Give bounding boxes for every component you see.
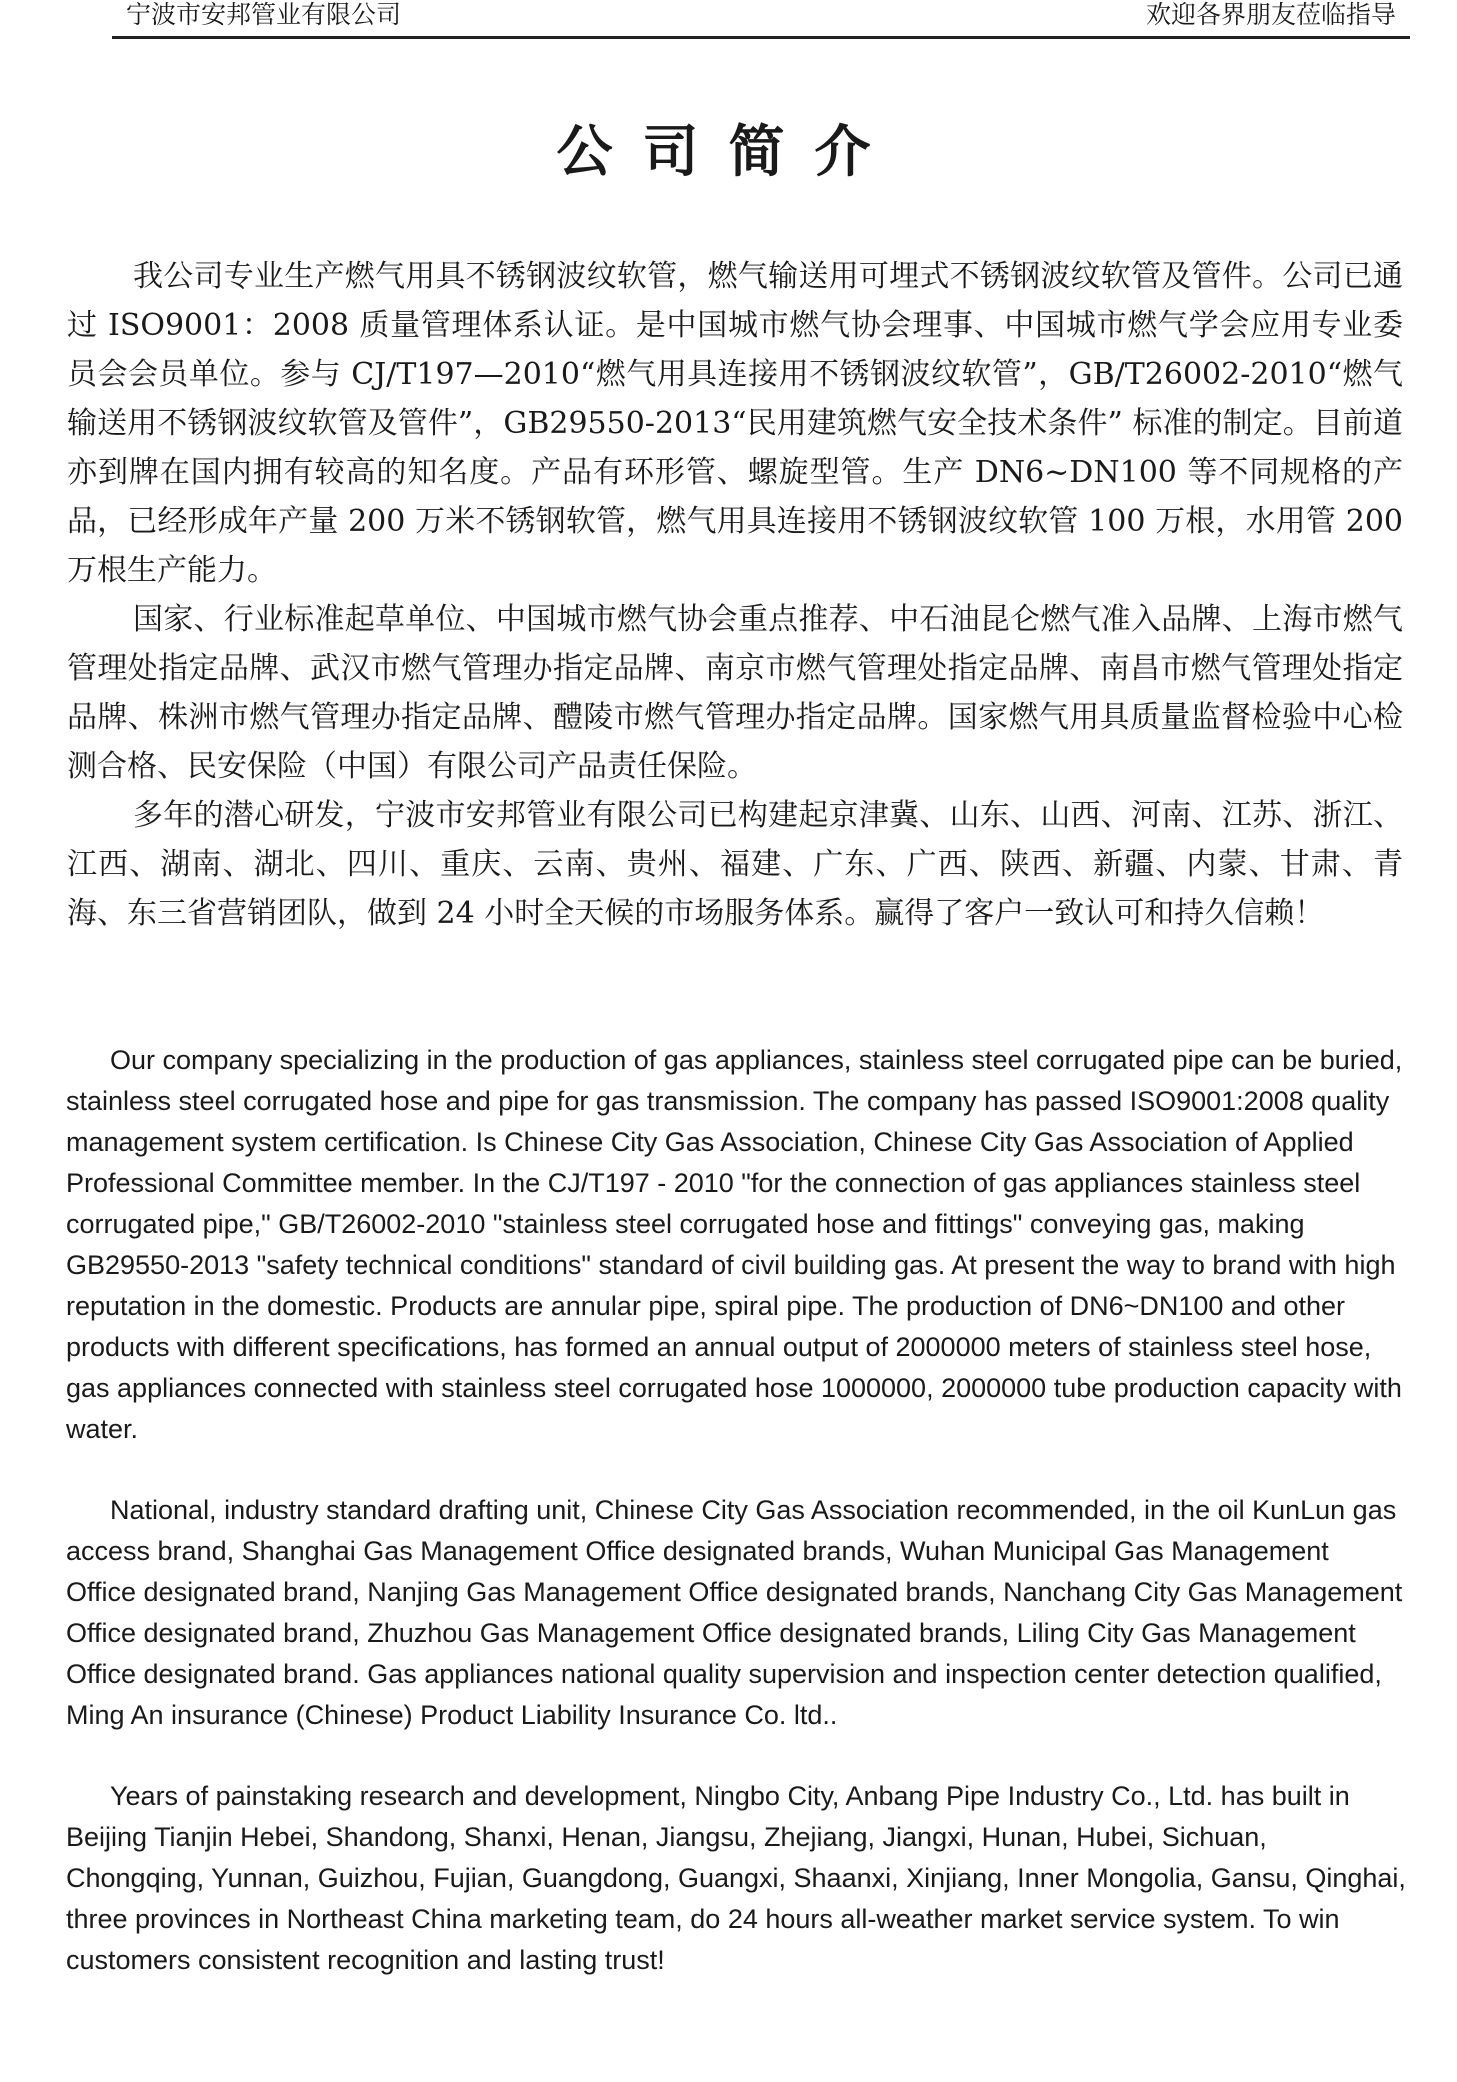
chinese-paragraph-3: 多年的潜心研发，宁波市安邦管业有限公司已构建起京津冀、山东、山西、河南、江苏、浙江、江西、湖南、湖北、四川、重庆、云南、贵州、福建、广东、广西、陕西、新疆、内蒙、甘肃、青海、东三省营销团队，做到 24 小时全天候的市场服务体系。赢得了客户一致认可和持久信赖！	[67, 798, 1403, 931]
english-body	[66, 1040, 1406, 2021]
header-company-name: 宁波市安邦管业有限公司	[126, 0, 402, 29]
chinese-paragraph-2: 国家、行业标准起草单位、中国城市燃气协会重点推荐、中石油昆仑燃气准入品牌、上海市燃气管理处指定品牌、武汉市燃气管理办指定品牌、南京市燃气管理处指定品牌、南昌市燃气管理处指定品牌、株洲市燃气管理办指定品牌、醴陵市燃气管理办指定品牌。国家燃气用具质量监督检验中心检测合格、民安保险（中国）有限公司产品责任保险。	[67, 602, 1403, 784]
page-header	[112, 0, 1410, 39]
page-title: 公司简介	[556, 120, 901, 185]
english-paragraph-1: Our company specializing in the production of gas appliances, stainless steel corrugated pipe can be buried, stainless steel corrugated hose and pipe for gas transmission. The company has passed ISO9001:2008 quality management system certification. Is Chinese City Gas Association, Chinese City Gas Association of Applied Professional Committee member. In the CJ/T197 - 2010 "for the connection of gas appliances stainless steel corrugated pipe," GB/T26002-2010 "stainless steel corrugated hose and fittings" conveying gas, making GB29550-2013 "safety technical conditions" standard of civil building gas. At present the way to brand with high reputation in the domestic. Products are annular pipe, spiral pipe. The production of DN6~DN100 and other products with different specifications, has formed an annual output of 2000000 meters of stainless steel hose, gas appliances connected with stainless steel corrugated hose 1000000, 2000000 tube production capacity with water.	[66, 1045, 1403, 1444]
english-paragraph-2: National, industry standard drafting unit, Chinese City Gas Association recommended, in the oil KunLun gas access brand, Shanghai Gas Management Office designated brands, Wuhan Municipal Gas Management Office designated brand, Nanjing Gas Management Office designated brands, Nanchang City Gas Management Office designated brand, Zhuzhou Gas Management Office designated brands, Liling City Gas Management Office designated brand. Gas appliances national quality supervision and inspection center detection qualified, Ming An insurance (Chinese) Product Liability Insurance Co. ltd..	[66, 1495, 1403, 1730]
header-welcome-text: 欢迎各界朋友莅临指导	[1145, 0, 1396, 29]
chinese-paragraph-1: 我公司专业生产燃气用具不锈钢波纹软管，燃气输送用可埋式不锈钢波纹软管及管件。公司已通过 ISO9001：2008 质量管理体系认证。是中国城市燃气协会理事、中国城市燃气学会应用专业委员会会员单位。参与 CJ/T197—2010“燃气用具连接用不锈钢波纹软管”，GB/T26002-2010“燃气输送用不锈钢波纹软管及管件”，GB29550-2013“民用建筑燃气安全技术条件” 标准的制定。目前道亦到牌在国内拥有较高的知名度。产品有环形管、螺旋型管。生产 DN6~DN100 等不同规格的产品，已经形成年产量 200 万米不锈钢软管，燃气用具连接用不锈钢波纹软管 100 万根，水用管 200 万根生产能力。	[67, 259, 1403, 588]
english-paragraph-3: Years of painstaking research and development, Ningbo City, Anbang Pipe Industry Co., Ltd. has built in Beijing Tianjin Hebei, Shandong, Shanxi, Henan, Jiangsu, Zhejiang, Jiangxi, Hunan, Hubei, Sichuan, Chongqing, Yunnan, Guizhou, Fujian, Guangdong, Guangxi, Shaanxi, Xinjiang, Inner Mongolia, Gansu, Qinghai, three provinces in Northeast China marketing team, do 24 hours all-weather market service system. To win customers consistent recognition and lasting trust!	[66, 1781, 1406, 1975]
chinese-body	[67, 252, 1403, 938]
